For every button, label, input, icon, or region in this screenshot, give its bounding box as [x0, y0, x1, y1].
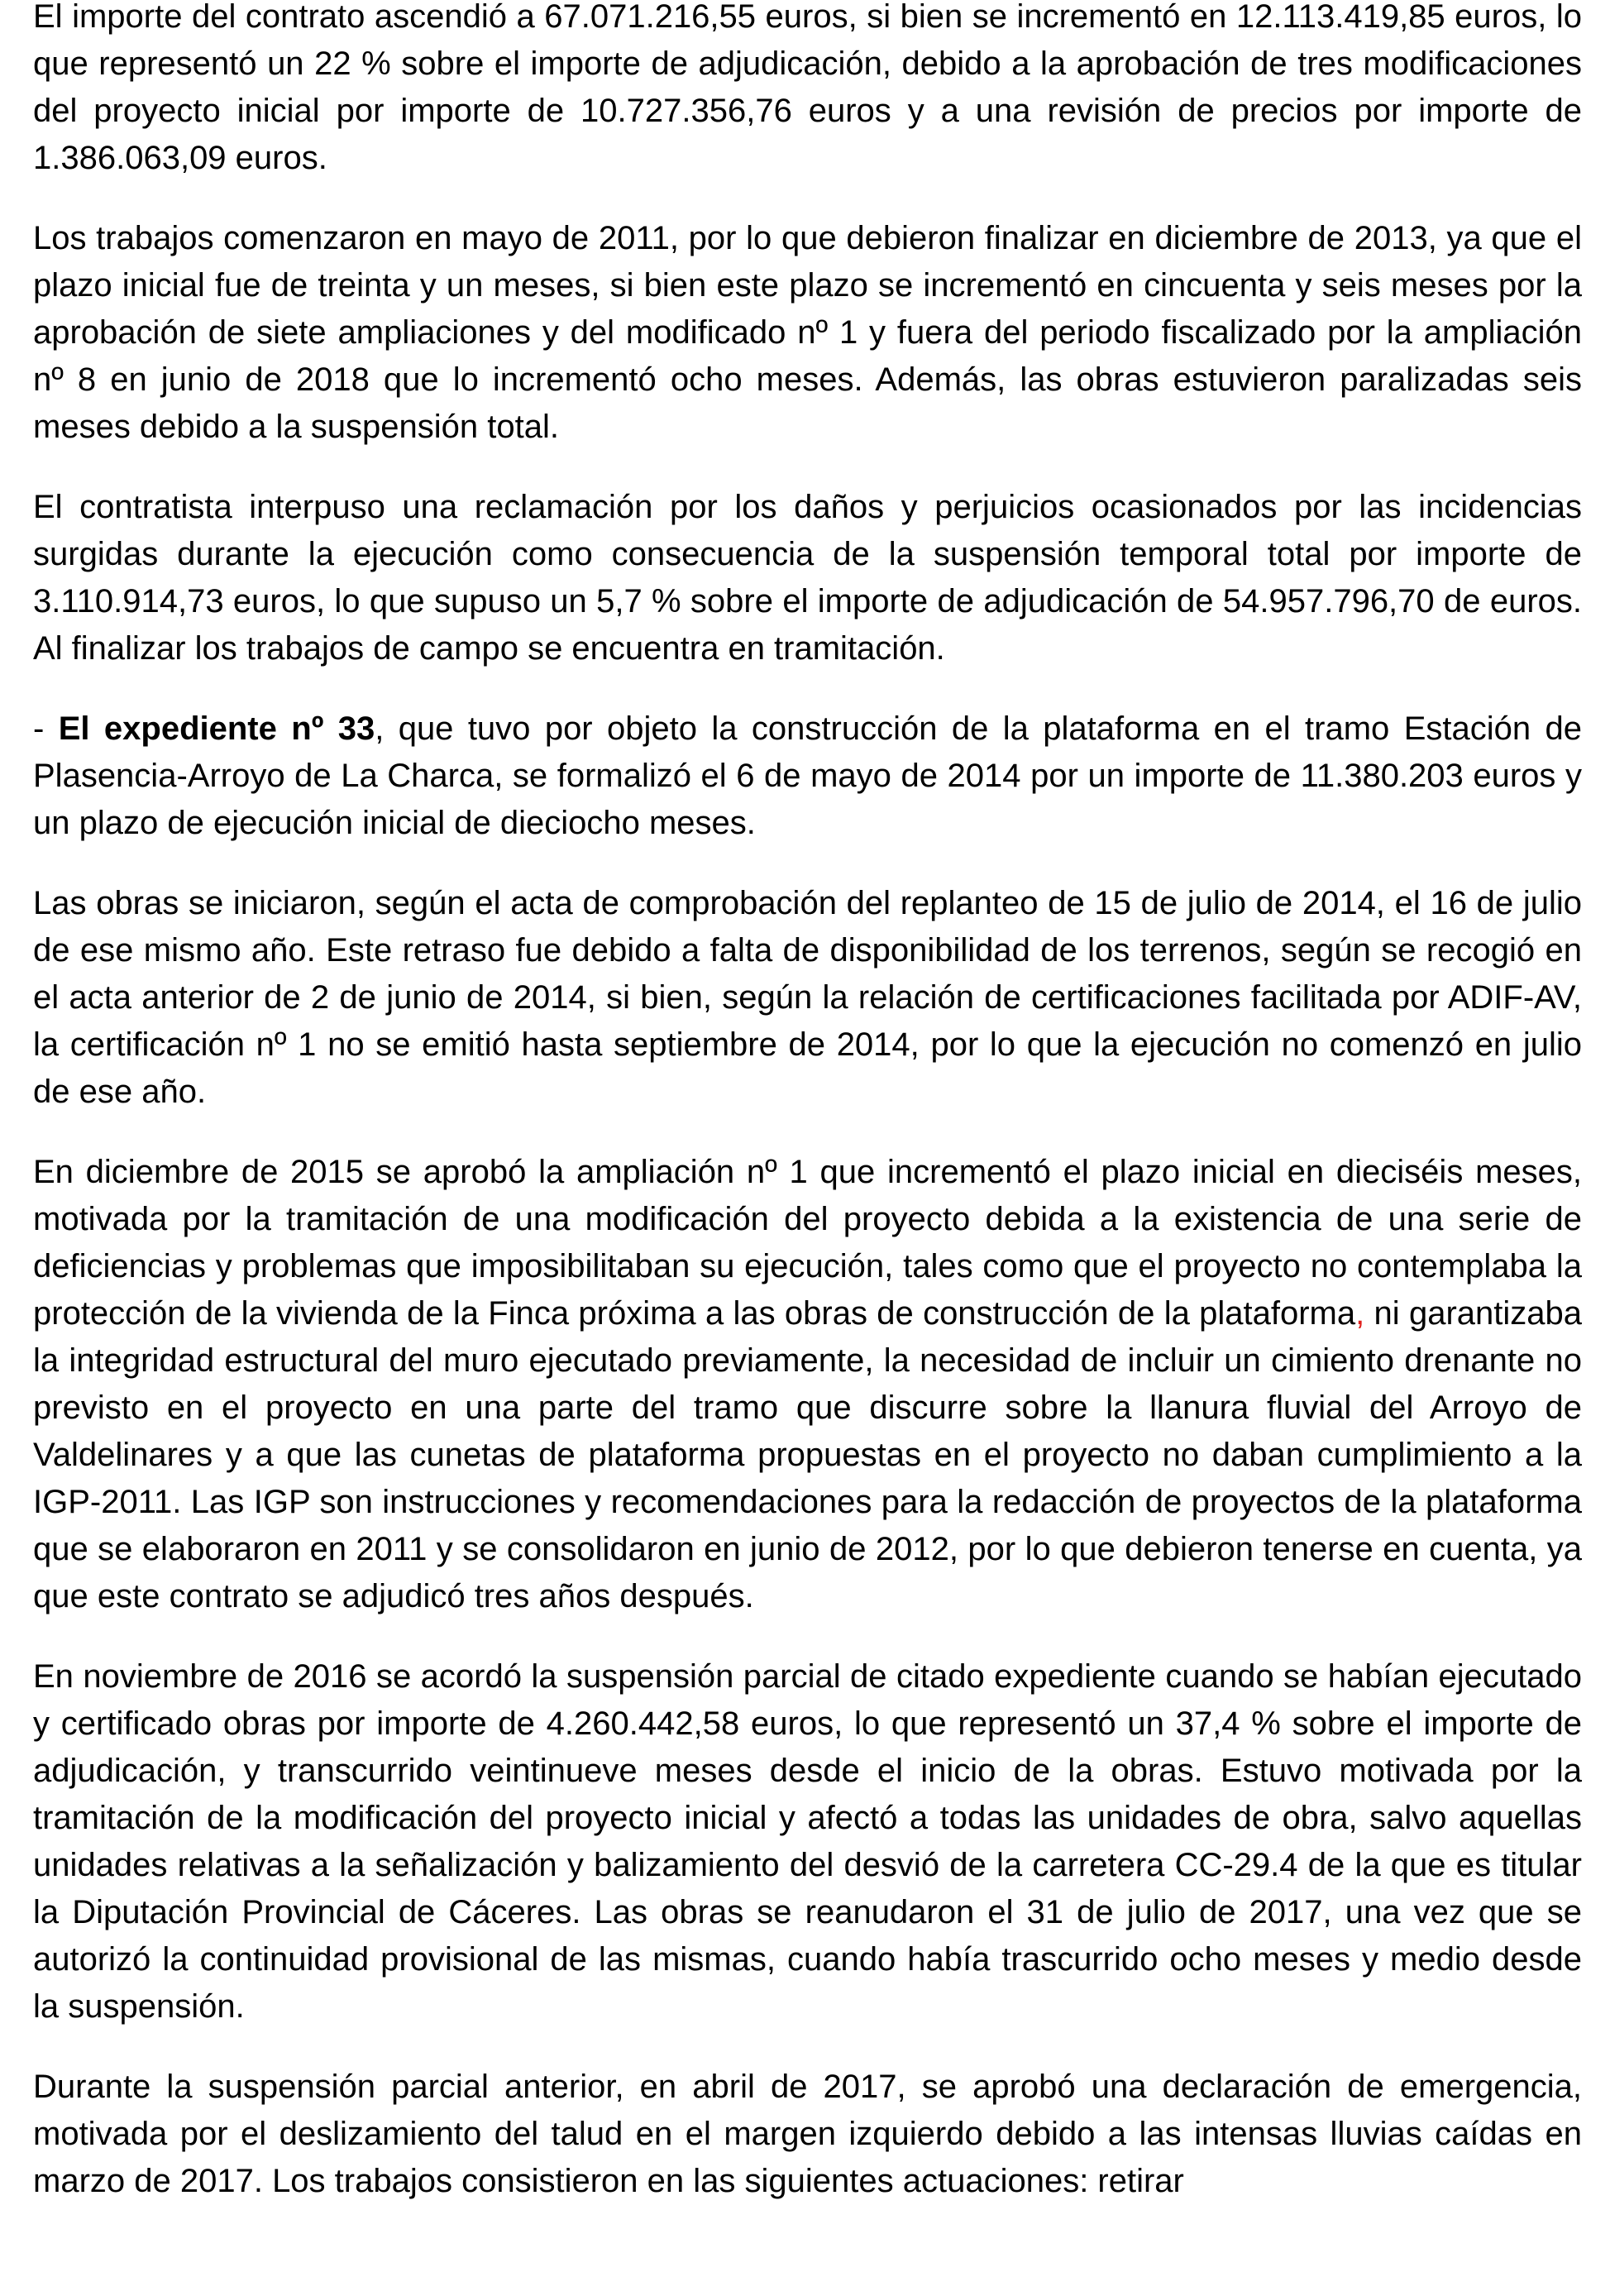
- paragraph-works-timeline: Los trabajos comenzaron en mayo de 2011, por lo que debieron finalizar en diciembre de 2013, ya que el plazo inicial fue de treinta y un meses, si bien este plazo se incrementó en cincuenta y seis meses por la aprobación de siete ampliaciones y del modificado nº 1 y fuera del periodo fiscalizado por la ampliación nº 8 en junio de 2018 que lo incrementó ocho meses. Además, las obras estuvieron paralizadas seis meses debido a la suspensión total.: [33, 220, 1582, 445]
- extension-text-part-1: En diciembre de 2015 se aprobó la ampliación nº 1 que incrementó el plazo inicial en dieciséis meses, motivada por la tramitación de una modificación del proyecto debida a la existencia de una serie de deficiencias y problemas que imposibilitaban su ejecución, tales como que el proyecto no contemplaba la protección de la vivienda de la Finca próxima a las obras de construcción de la plataforma: [33, 1154, 1582, 1332]
- paragraph-emergency-declaration: Durante la suspensión parcial anterior, en abril de 2017, se aprobó una declaración de emergencia, motivada por el deslizamiento del talud en el margen izquierdo debido a las intensas lluvias caídas en marzo de 2017. Los trabajos consistieron en las siguientes actuaciones: retirar: [33, 2069, 1582, 2199]
- expediente-heading: El expediente nº 33: [58, 710, 375, 747]
- paragraph-extension-1: [33, 1149, 1582, 1620]
- paragraph-expediente-33: [33, 706, 1582, 847]
- expediente-description: , que tuvo por objeto la construcción de la plataforma en el tramo Estación de Plasencia-Arroyo de La Charca, se formalizó el 6 de mayo de 2014 por un importe de 11.380.203 euros y un plazo de ejecución inicial de dieciocho meses.: [33, 710, 1582, 841]
- paragraph-contract-amount: El importe del contrato ascendió a 67.071.216,55 euros, si bien se incrementó en 12.113.419,85 euros, lo que representó un 22 % sobre el importe de adjudicación, debido a la aprobación de tres modificaciones del proyecto inicial por importe de 10.727.356,76 euros y a una revisión de precios por importe de 1.386.063,09 euros.: [33, 0, 1582, 176]
- paragraph-partial-suspension: En noviembre de 2016 se acordó la suspensión parcial de citado expediente cuando se habían ejecutado y certificado obras por importe de 4.260.442,58 euros, lo que representó un 37,4 % sobre el importe de adjudicación, y transcurrido veintinueve meses desde el inicio de la obras. Estuvo motivada por la tramitación de la modificación del proyecto inicial y afectó a todas las unidades de obra, salvo aquellas unidades relativas a la señalización y balizamiento del desvió de la carretera CC-29.4 de la que es titular la Diputación Provincial de Cáceres. Las obras se reanudaron el 31 de julio de 2017, una vez que se autorizó la continuidad provisional de las mismas, cuando había trascurrido ocho meses y medio desde la suspensión.: [33, 1658, 1582, 2025]
- highlighted-comma: ,: [1355, 1295, 1365, 1332]
- document-body: [33, 0, 1582, 2238]
- extension-text-part-2: ni garantizaba la integridad estructural del muro ejecutado previamente, la necesidad de incluir un cimiento drenante no previsto en el proyecto en una parte del tramo que discurre sobre la llanura fluvial del Arroyo de Valdelinares y a que las cunetas de plataforma propuestas en el proyecto no daban cumplimiento a la IGP-2011. Las IGP son instrucciones y recomendaciones para la redacción de proyectos de la plataforma que se elaboraron en 2011 y se consolidaron en junio de 2012, por lo que debieron tenerse en cuenta, ya que este contrato se adjudicó tres años después.: [33, 1295, 1582, 1614]
- paragraph-works-start: Las obras se iniciaron, según el acta de comprobación del replanteo de 15 de julio de 2014, el 16 de julio de ese mismo año. Este retraso fue debido a falta de disponibilidad de los terrenos, según se recogió en el acta anterior de 2 de junio de 2014, si bien, según la relación de certificaciones facilitada por ADIF-AV, la certificación nº 1 no se emitió hasta septiembre de 2014, por lo que la ejecución no comenzó en julio de ese año.: [33, 885, 1582, 1110]
- list-dash: -: [33, 710, 59, 747]
- paragraph-contractor-claim: El contratista interpuso una reclamación por los daños y perjuicios ocasionados por las incidencias surgidas durante la ejecución como consecuencia de la suspensión temporal total por importe de 3.110.914,73 euros, lo que supuso un 5,7 % sobre el importe de adjudicación de 54.957.796,70 de euros. Al finalizar los trabajos de campo se encuentra en tramitación.: [33, 489, 1582, 667]
